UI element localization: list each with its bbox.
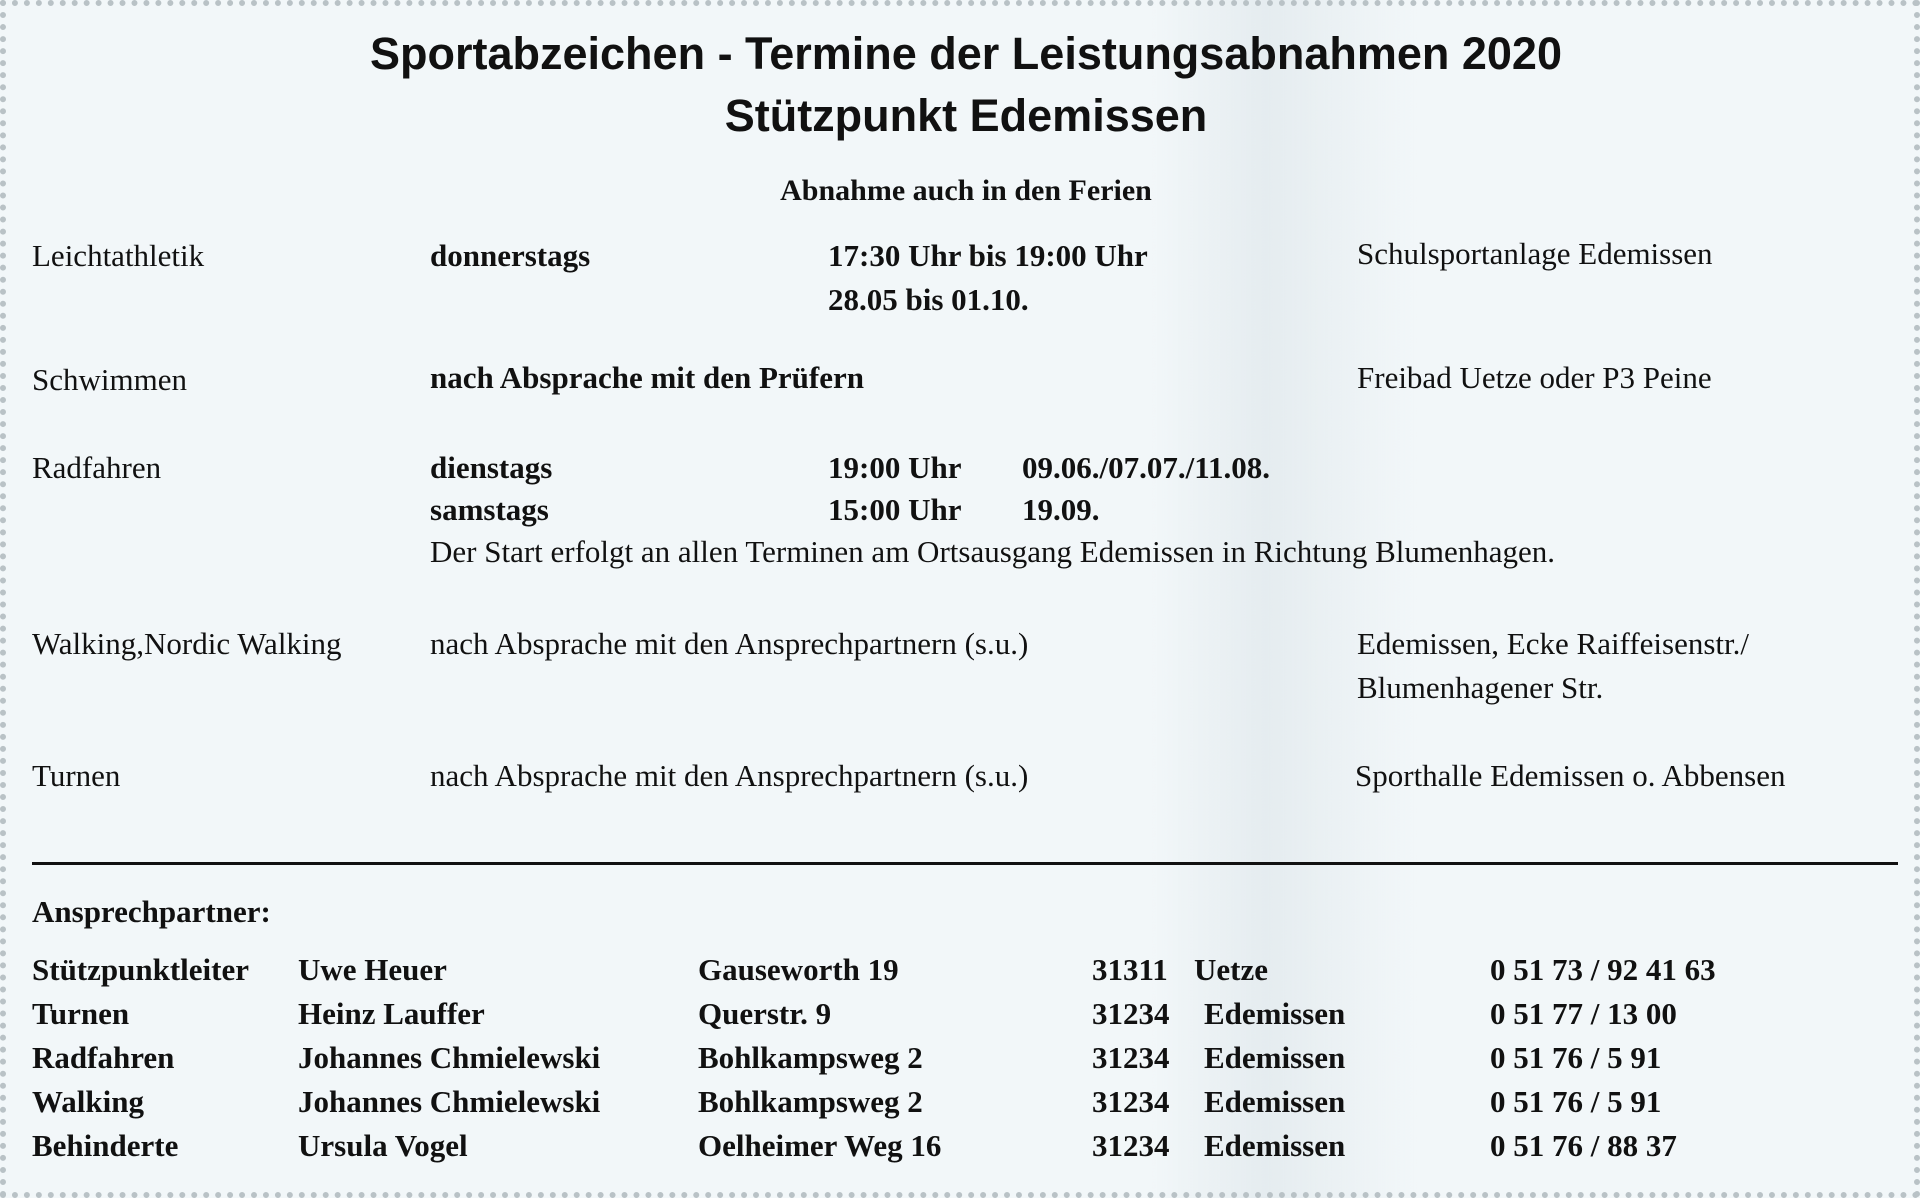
- contact-city: Edemissen: [1204, 1128, 1346, 1163]
- document-subtitle: Stützpunkt Edemissen: [724, 90, 1208, 141]
- contact-role: Behinderte: [32, 1128, 179, 1163]
- discipline-schwimmen: Schwimmen: [32, 362, 187, 397]
- radfahren-day-2: samstags: [430, 492, 549, 527]
- radfahren-time-2: 15:00 Uhr: [828, 492, 962, 527]
- leichtathletik-time: 17:30 Uhr bis 19:00 Uhr: [828, 238, 1148, 273]
- radfahren-start-note: Der Start erfolgt an allen Terminen am Ortsausgang Edemissen in Richtung Blumenhagen.: [430, 534, 1556, 569]
- leichtathletik-dates: 28.05 bis 01.10.: [828, 282, 1029, 317]
- contact-phone: 0 51 73 / 92 41 63: [1490, 952, 1716, 987]
- contact-street: Oelheimer Weg 16: [698, 1128, 942, 1163]
- contact-name: Johannes Chmielewski: [298, 1040, 601, 1075]
- contact-zip: 31234: [1092, 1040, 1170, 1075]
- discipline-turnen: Turnen: [32, 758, 121, 793]
- discipline-walking: Walking,Nordic Walking: [32, 626, 342, 661]
- discipline-leichtathletik: Leichtathletik: [32, 238, 205, 273]
- contact-zip: 31311: [1092, 952, 1168, 987]
- radfahren-time-1: 19:00 Uhr: [828, 450, 962, 485]
- contact-name: Heinz Lauffer: [298, 996, 485, 1031]
- contact-city: Uetze: [1194, 952, 1268, 987]
- contact-zip: 31234: [1092, 1128, 1170, 1163]
- holiday-note: Abnahme auch in den Ferien: [780, 174, 1152, 207]
- contact-name: Johannes Chmielewski: [298, 1084, 601, 1119]
- section-divider: [32, 862, 1898, 865]
- contact-role: Radfahren: [32, 1040, 175, 1075]
- contact-city: Edemissen: [1204, 1040, 1346, 1075]
- leichtathletik-location: Schulsportanlage Edemissen: [1357, 236, 1713, 271]
- contact-street: Querstr. 9: [698, 996, 832, 1031]
- contact-zip: 31234: [1092, 1084, 1170, 1119]
- contact-street: Bohlkampsweg 2: [698, 1084, 923, 1119]
- discipline-radfahren: Radfahren: [32, 450, 162, 485]
- walking-location-line1: Edemissen, Ecke Raiffeisenstr./: [1357, 626, 1749, 661]
- contact-street: Bohlkampsweg 2: [698, 1040, 923, 1075]
- walking-location-line2: Blumenhagener Str.: [1357, 670, 1604, 705]
- contact-role: Stützpunktleiter: [32, 952, 249, 987]
- turnen-location: Sporthalle Edemissen o. Abbensen: [1355, 758, 1786, 793]
- turnen-schedule: nach Absprache mit den Ansprechpartnern (s.u.): [430, 758, 1029, 793]
- radfahren-dates-2: 19.09.: [1022, 492, 1100, 527]
- document-title: Sportabzeichen - Termine der Leistungsabnahmen 2020: [370, 28, 1562, 79]
- schwimmen-schedule: nach Absprache mit den Prüfern: [430, 360, 864, 395]
- contact-phone: 0 51 76 / 5 91: [1490, 1040, 1662, 1075]
- leichtathletik-day: donnerstags: [430, 238, 591, 273]
- contact-role: Walking: [32, 1084, 144, 1119]
- contact-street: Gauseworth 19: [698, 952, 899, 987]
- contact-zip: 31234: [1092, 996, 1170, 1031]
- contact-phone: 0 51 77 / 13 00: [1490, 996, 1677, 1031]
- contact-role: Turnen: [32, 996, 130, 1031]
- contact-phone: 0 51 76 / 88 37: [1490, 1128, 1677, 1163]
- contact-city: Edemissen: [1204, 996, 1346, 1031]
- schwimmen-location: Freibad Uetze oder P3 Peine: [1357, 360, 1712, 395]
- contact-city: Edemissen: [1204, 1084, 1346, 1119]
- contacts-heading: Ansprechpartner:: [32, 894, 271, 929]
- walking-schedule: nach Absprache mit den Ansprechpartnern (s.u.): [430, 626, 1029, 661]
- radfahren-day-1: dienstags: [430, 450, 553, 485]
- contact-phone: 0 51 76 / 5 91: [1490, 1084, 1662, 1119]
- contact-name: Uwe Heuer: [298, 952, 447, 987]
- contact-name: Ursula Vogel: [298, 1128, 468, 1163]
- radfahren-dates-1: 09.06./07.07./11.08.: [1022, 450, 1271, 485]
